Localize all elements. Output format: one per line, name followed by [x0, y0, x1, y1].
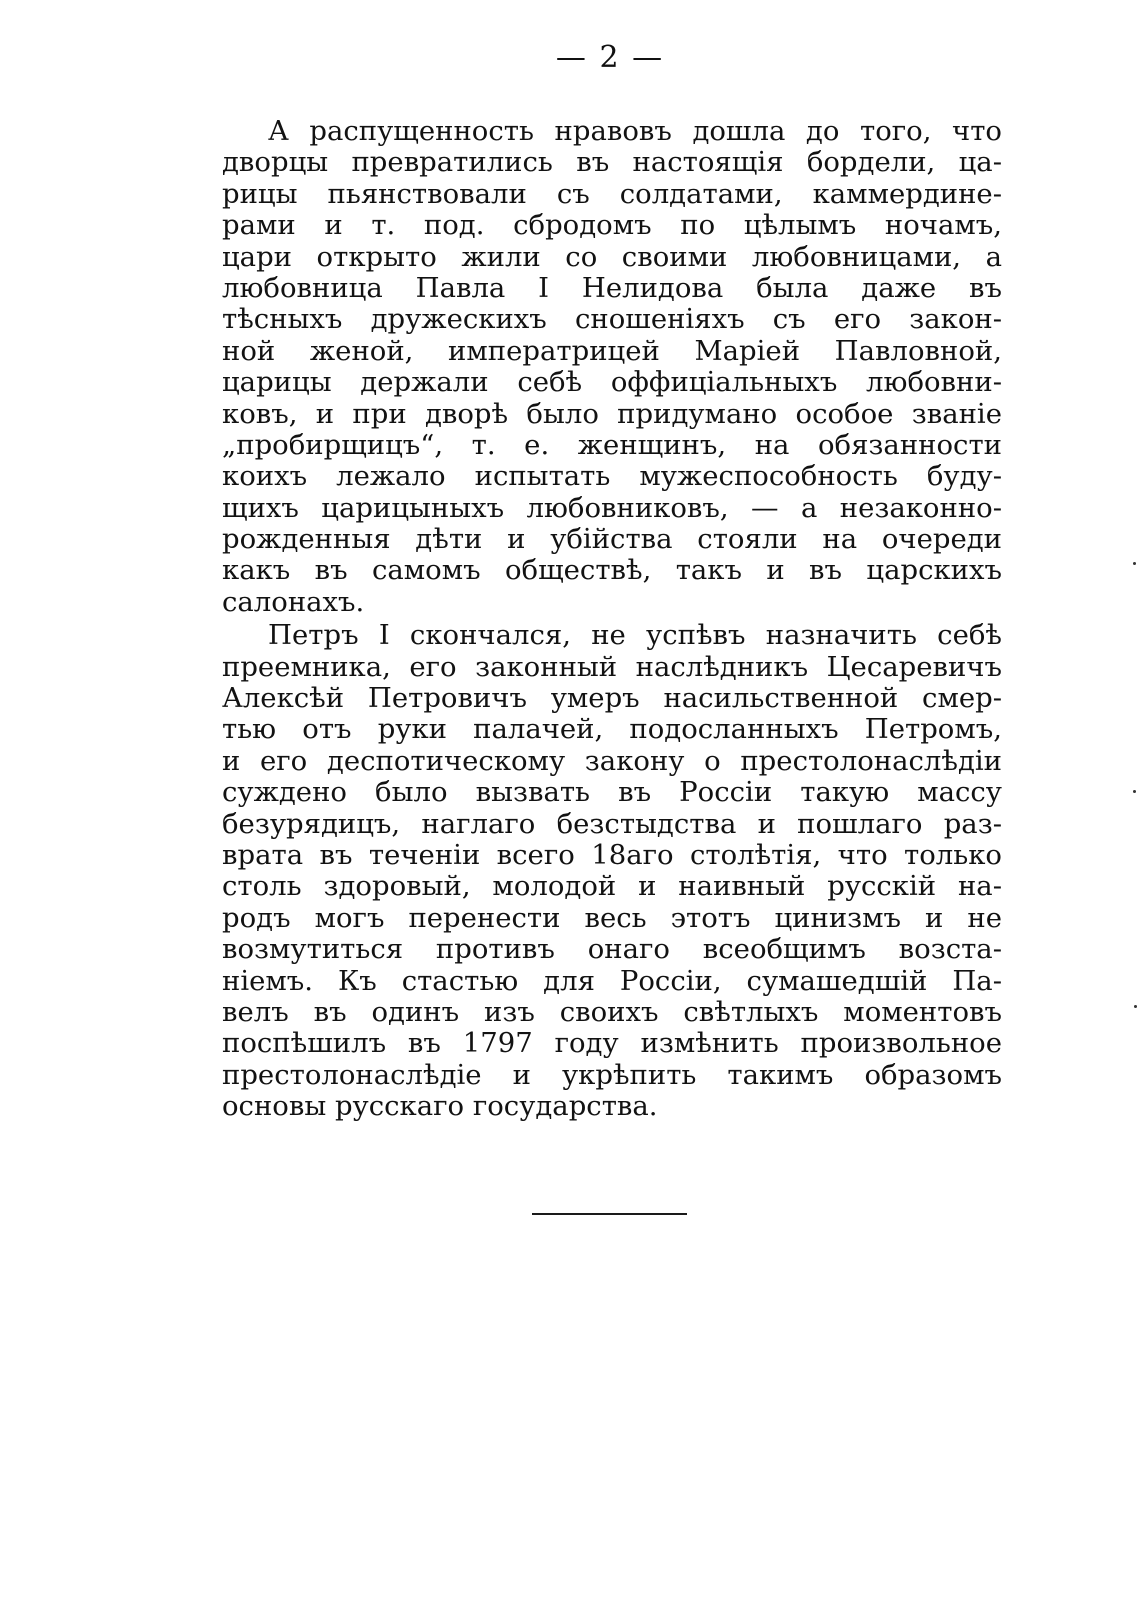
- text-line: цари открыто жили со своими любовницами, а: [222, 240, 1002, 273]
- section-divider: [532, 1213, 687, 1215]
- text-line: родъ могъ перенести весь этотъ цинизмъ и не: [222, 901, 1002, 934]
- text-line: Петръ I скончался, не успѣвъ назначить себѣ: [268, 619, 1002, 652]
- text-line: щихъ царицыныхъ любовниковъ, — а незаконно-: [222, 491, 1002, 524]
- text-line: дворцы превратились въ настоящія бордели, ца-: [222, 146, 1002, 179]
- text-line: поспѣшилъ въ 1797 году измѣнить произвольное: [222, 1027, 1002, 1060]
- text-line: рами и т. под. сбродомъ по цѣлымъ ночамъ,: [222, 209, 1002, 242]
- scan-speck: [1133, 562, 1136, 565]
- text-line: основы русскаго государства.: [222, 1090, 658, 1123]
- text-line: престолонаслѣдіе и укрѣпить такимъ образомъ: [222, 1058, 1002, 1091]
- text-line: ковъ, и при дворѣ было придумано особое званіе: [222, 397, 1002, 430]
- text-line: ніемъ. Къ стастью для Россіи, сумашедшій Па-: [222, 964, 1002, 997]
- text-line: и его деспотическому закону о престолонаслѣдіи: [222, 744, 1002, 777]
- body-text: [222, 116, 1002, 1123]
- text-line: А распущенность нравовъ дошла до того, что: [268, 115, 1002, 147]
- text-line: врата въ теченіи всего 18аго столѣтія, что только: [222, 838, 1002, 871]
- text-line: столь здоровый, молодой и наивный русскій на-: [222, 870, 1002, 903]
- text-line: „пробирщицъ“, т. е. женщинъ, на обязанности: [222, 428, 1002, 461]
- text-line: безурядицъ, наглаго безстыдства и пошлаго раз-: [222, 807, 1002, 840]
- text-line: суждено было вызвать въ Россіи такую массу: [222, 776, 1002, 809]
- text-line: салонахъ.: [222, 585, 365, 618]
- text-line: велъ въ одинъ изъ своихъ свѣтлыхъ моментовъ: [222, 995, 1002, 1028]
- text-line: тью отъ руки палачей, подосланныхъ Петромъ,: [222, 713, 1002, 746]
- text-line: рожденныя дѣти и убійства стояли на очереди: [222, 523, 1002, 556]
- text-line: любовница Павла I Нелидова была даже въ: [222, 271, 1002, 304]
- text-line: рицы пьянствовали съ солдатами, каммердине-: [222, 177, 1002, 210]
- scan-speck: [1134, 1005, 1137, 1008]
- text-line: коихъ лежало испытать мужеспособность буду-: [222, 460, 1002, 493]
- text-line: царицы держали себѣ оффиціальныхъ любовни-: [222, 366, 1002, 399]
- text-line: Алексѣй Петровичъ умеръ насильственной смер-: [222, 682, 1002, 715]
- scan-speck: [1133, 790, 1136, 793]
- text-line: возмутиться противъ онаго всеобщимъ возста-: [222, 933, 1002, 966]
- text-line: тѣсныхъ дружескихъ сношеніяхъ съ его закон-: [222, 303, 1002, 336]
- text-line: какъ въ самомъ обществѣ, такъ и въ царскихъ: [222, 554, 1002, 587]
- text-line: преемника, его законный наслѣдникъ Цесаревичъ: [222, 650, 1002, 683]
- text-line: ной женой, императрицей Маріей Павловной,: [222, 334, 1002, 367]
- page-number: — 2 —: [555, 40, 665, 75]
